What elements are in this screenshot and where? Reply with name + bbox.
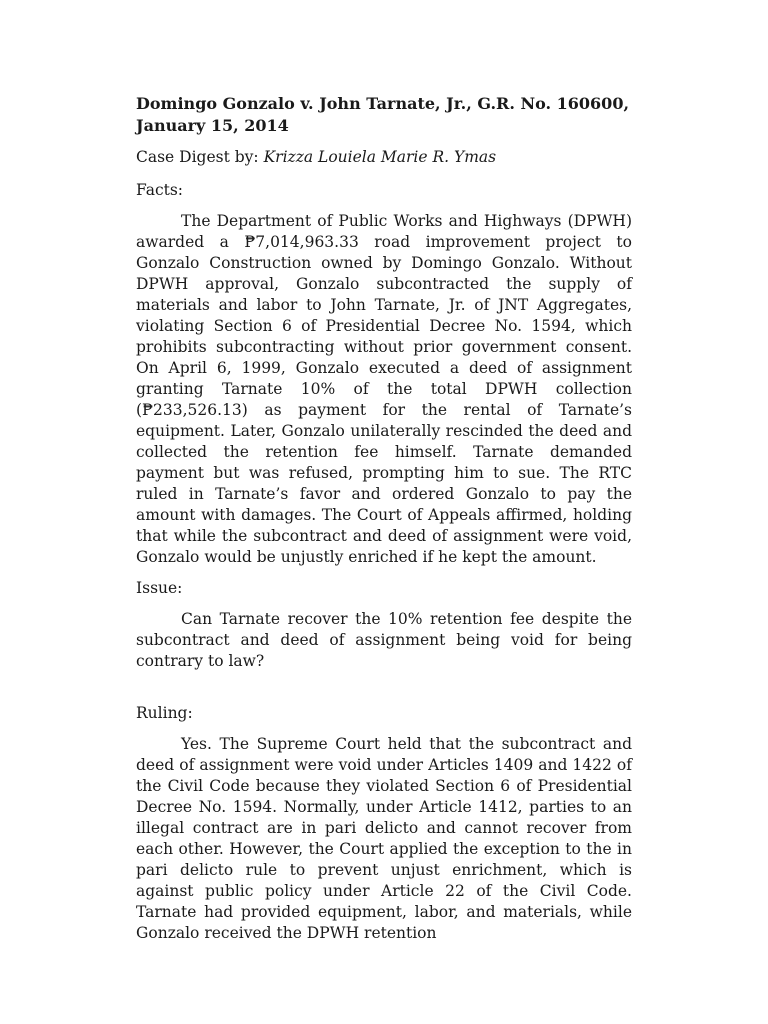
facts-heading: Facts: [136,181,184,199]
ruling-paragraph: Yes. The Supreme Court held that the subcontract and deed of assignment were void under Articles 1409 and 1422 of the Civil Code because they violated Section 6 of Presidential Decree No. 1594. Normally, under Article 1412, parties to an illegal contract are in pari delicto and cannot recover from each other. However, the Court applied the exception to the in pari delicto rule to prevent unjust enrichment, which is against public policy under Article 22 of the Civil Code. Tarnate had provided equipment, labor, and materials, while Gonzalo received the DPWH retention [136,735,632,942]
document-body [136,93,632,954]
ruling-heading: Ruling: [136,704,193,722]
byline-author: Krizza Louiela Marie R. Ymas [263,148,497,166]
issue-heading: Issue: [136,579,183,597]
section-spacer [136,682,632,703]
facts-paragraph: The Department of Public Works and Highways (DPWH) awarded a ₱7,014,963.33 road improvement project to Gonzalo Construction owned by Domingo Gonzalo. Without DPWH approval, Gonzalo subcontracted the supply of materials and labor to John Tarnate, Jr. of JNT Aggregates, violating Section 6 of Presidential Decree No. 1594, which prohibits subcontracting without prior government consent. On April 6, 1999, Gonzalo executed a deed of assignment granting Tarnate 10% of the total DPWH collection (₱233,526.13) as payment for the rental of Tarnate’s equipment. Later, Gonzalo unilaterally rescinded the deed and collected the retention fee himself. Tarnate demanded payment but was refused, prompting him to sue. The RTC ruled in Tarnate’s favor and ordered Gonzalo to pay the amount with damages. The Court of Appeals affirmed, holding that while the subcontract and deed of assignment were void, Gonzalo would be unjustly enriched if he kept the amount. [136,212,632,566]
byline-label: Case Digest by: [136,148,264,166]
case-digest-byline [136,147,632,168]
issue-paragraph: Can Tarnate recover the 10% retention fee despite the subcontract and deed of assignment being void for being contrary to law? [136,610,632,670]
case-title: Domingo Gonzalo v. John Tarnate, Jr., G.R. No. 160600, January 15, 2014 [136,94,630,135]
